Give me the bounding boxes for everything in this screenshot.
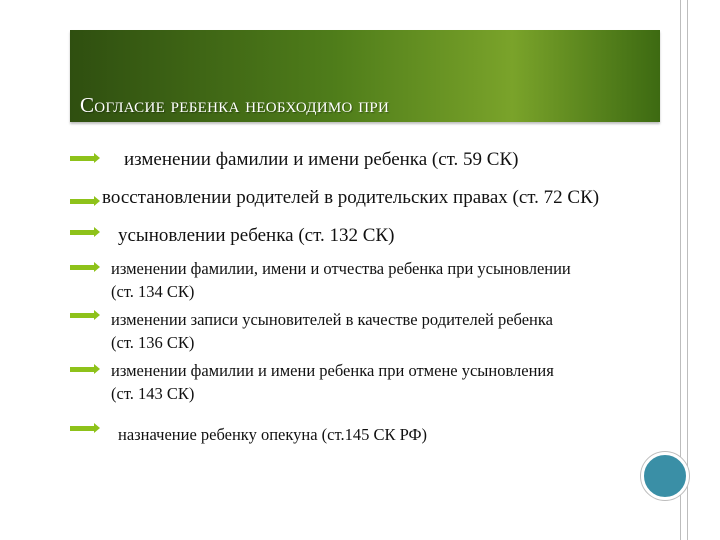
list-item-text: (ст. 143 СК) (111, 384, 195, 403)
list-item-text: усыновлении ребенка (ст. 132 СК) (118, 225, 395, 246)
slide-title: Согласие ребенка необходимо при (80, 93, 390, 117)
arrow-bullet-icon (70, 156, 95, 161)
arrow-bullet-icon (70, 230, 95, 235)
list-item-text: назначение ребенку опекуна (ст.145 СК РФ) (118, 425, 428, 444)
list-item-text: восстановлении родителей в родительских правах (ст. 72 СК) (102, 187, 600, 208)
list-item-text: изменении фамилии и имени ребенка при отмене усыновления (111, 361, 554, 380)
arrow-bullet-icon (70, 426, 95, 431)
arrow-bullet-icon (70, 265, 95, 270)
arrow-bullet-icon (70, 313, 95, 318)
list-item-text: (ст. 134 СК) (111, 282, 195, 301)
list-item-text: изменении фамилии, имени и отчества ребенка при усыновлении (111, 259, 571, 278)
decorative-circle-icon (641, 452, 689, 500)
list-item-text: (ст. 136 СК) (111, 333, 195, 352)
arrow-bullet-icon (70, 367, 95, 372)
list-item-text: изменении записи усыновителей в качестве родителей ребенка (111, 310, 553, 329)
arrow-bullet-icon (70, 199, 95, 204)
list-item-text: изменении фамилии и имени ребенка (ст. 59 СК) (124, 149, 519, 170)
